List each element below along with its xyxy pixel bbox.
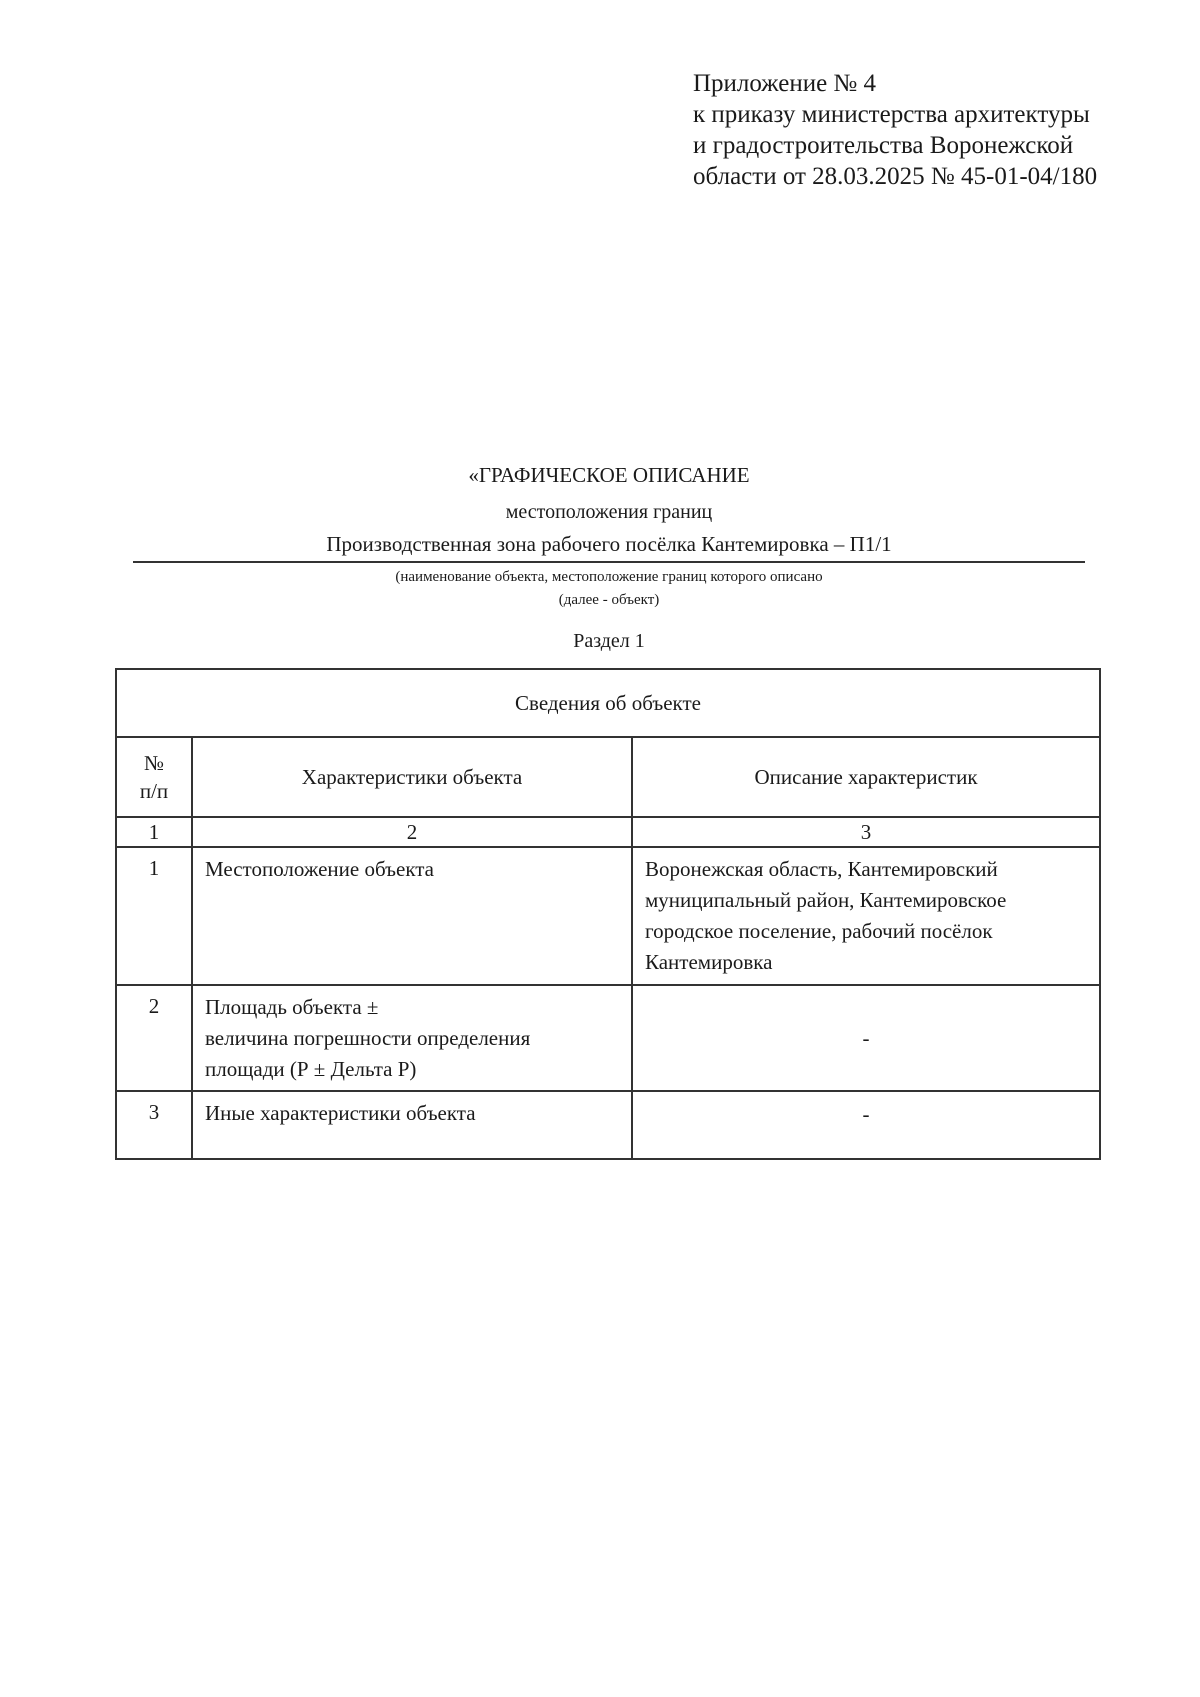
column-number-row xyxy=(116,817,1100,847)
cell-line: Кантемировка xyxy=(645,950,773,974)
header-num-line: п/п xyxy=(139,779,169,803)
row-description: - xyxy=(632,1091,1100,1159)
column-number: 2 xyxy=(192,817,632,847)
column-number: 3 xyxy=(632,817,1100,847)
appendix-line: к приказу министерства архитектуры xyxy=(693,101,1090,128)
note-line: (наименование объекта, местоположение границ которого описано xyxy=(395,569,823,585)
cell-line: Воронежская область, Кантемировский xyxy=(645,857,998,881)
header-description: Описание характеристик xyxy=(632,737,1100,817)
row-number: 3 xyxy=(116,1091,192,1159)
table-row xyxy=(116,847,1100,985)
cell-line: Местоположение объекта xyxy=(205,857,435,881)
row-characteristic xyxy=(192,847,632,985)
table-header-row xyxy=(116,737,1100,817)
document-title: «ГРАФИЧЕСКОЕ ОПИСАНИЕ xyxy=(468,463,750,487)
cell-line: муниципальный район, Кантемировское xyxy=(645,888,1007,912)
appendix-line: Приложение № 4 xyxy=(693,70,877,97)
row-description: - xyxy=(632,985,1100,1091)
table-row xyxy=(116,1091,1100,1159)
section-heading: Раздел 1 xyxy=(573,630,645,652)
table-row xyxy=(116,985,1100,1091)
cell-line: городское поселение, рабочий посёлок xyxy=(645,919,993,943)
table-caption: Сведения об объекте xyxy=(116,669,1100,737)
cell-line: величина погрешности определения xyxy=(205,1026,531,1050)
document-subtitle: местоположения границ xyxy=(505,501,713,523)
cell-line: Площадь объекта ± xyxy=(205,995,379,1019)
header-num-line: № xyxy=(143,751,165,775)
row-characteristic xyxy=(192,1091,632,1159)
object-name: Производственная зона рабочего посёлка Кантемировка – П1/1 xyxy=(133,532,1085,563)
appendix-line: области от 28.03.2025 № 45-01-04/180 xyxy=(693,163,1098,190)
row-number: 2 xyxy=(116,985,192,1091)
row-description xyxy=(632,847,1100,985)
object-name-note xyxy=(133,566,1085,612)
row-number: 1 xyxy=(116,847,192,985)
appendix-line: и градостроительства Воронежской xyxy=(693,132,1074,159)
header-num xyxy=(116,737,192,817)
header-characteristics: Характеристики объекта xyxy=(192,737,632,817)
object-info-table xyxy=(115,668,1101,1160)
cell-line: Иные характеристики объекта xyxy=(205,1101,476,1125)
note-line: (далее - объект) xyxy=(558,592,660,608)
appendix-reference xyxy=(693,68,1173,192)
row-characteristic xyxy=(192,985,632,1091)
column-number: 1 xyxy=(116,817,192,847)
cell-line: площади (Р ± Дельта Р) xyxy=(205,1057,417,1081)
